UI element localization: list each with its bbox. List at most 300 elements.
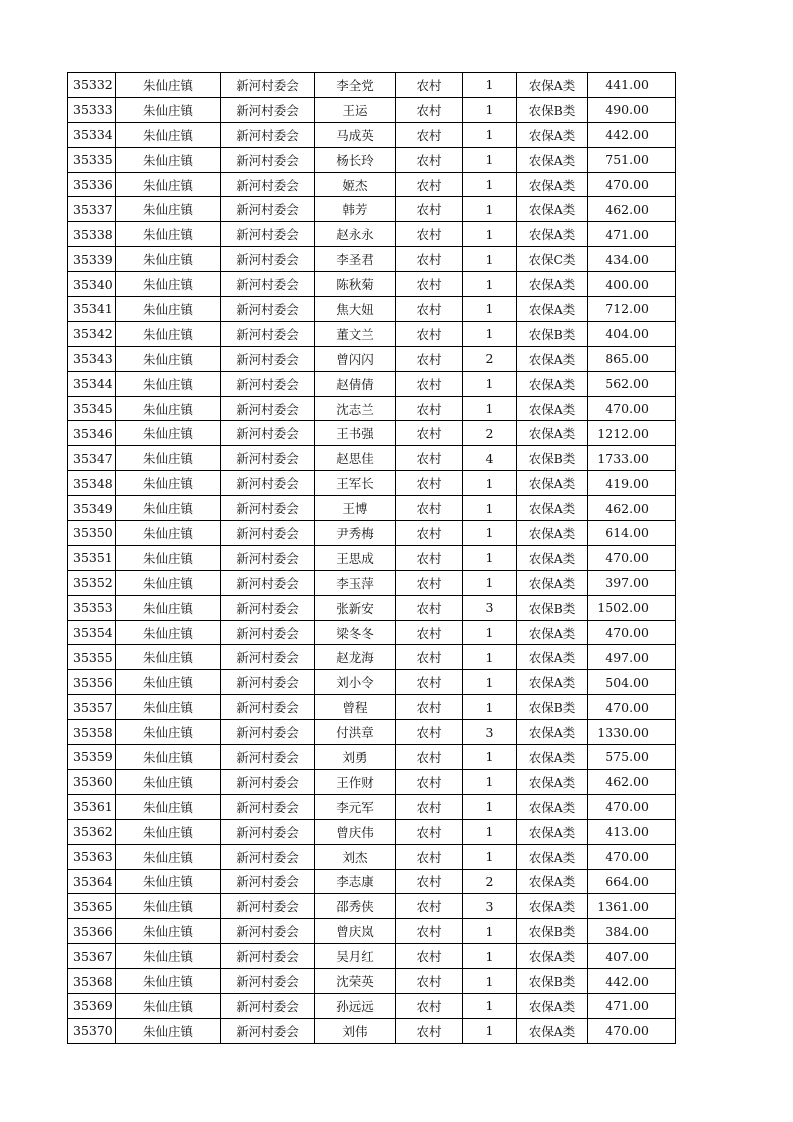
household-type-cell: 农村 <box>396 794 463 819</box>
record-id-cell: 35360 <box>68 769 116 794</box>
table-row <box>68 97 676 122</box>
person-name-cell: 焦大妞 <box>315 297 396 322</box>
household-type-cell: 农村 <box>396 521 463 546</box>
member-count-cell: 1 <box>463 172 517 197</box>
village-committee-cell: 新河村委会 <box>221 620 315 645</box>
person-name-cell: 王作财 <box>315 769 396 794</box>
village-committee-cell: 新河村委会 <box>221 869 315 894</box>
amount-cell: 404.00 <box>588 321 676 346</box>
village-committee-cell: 新河村委会 <box>221 471 315 496</box>
insurance-category-cell: 农保A类 <box>517 570 588 595</box>
table-row <box>68 595 676 620</box>
table-row <box>68 819 676 844</box>
insurance-category-cell: 农保A类 <box>517 794 588 819</box>
person-name-cell: 张新安 <box>315 595 396 620</box>
record-id-cell: 35368 <box>68 969 116 994</box>
insurance-category-cell: 农保B类 <box>517 321 588 346</box>
record-id-cell: 35365 <box>68 894 116 919</box>
township-cell: 朱仙庄镇 <box>116 819 221 844</box>
household-type-cell: 农村 <box>396 272 463 297</box>
person-name-cell: 马成英 <box>315 122 396 147</box>
household-type-cell: 农村 <box>396 1018 463 1043</box>
village-committee-cell: 新河村委会 <box>221 720 315 745</box>
person-name-cell: 刘杰 <box>315 844 396 869</box>
insurance-category-cell: 农保B类 <box>517 595 588 620</box>
township-cell: 朱仙庄镇 <box>116 172 221 197</box>
person-name-cell: 王博 <box>315 496 396 521</box>
person-name-cell: 刘伟 <box>315 1018 396 1043</box>
amount-cell: 1502.00 <box>588 595 676 620</box>
household-type-cell: 农村 <box>396 297 463 322</box>
member-count-cell: 1 <box>463 570 517 595</box>
township-cell: 朱仙庄镇 <box>116 247 221 272</box>
insurance-category-cell: 农保A类 <box>517 421 588 446</box>
record-id-cell: 35358 <box>68 720 116 745</box>
member-count-cell: 1 <box>463 1018 517 1043</box>
person-name-cell: 赵思佳 <box>315 446 396 471</box>
township-cell: 朱仙庄镇 <box>116 122 221 147</box>
amount-cell: 497.00 <box>588 645 676 670</box>
record-id-cell: 35367 <box>68 944 116 969</box>
household-type-cell: 农村 <box>396 894 463 919</box>
member-count-cell: 1 <box>463 371 517 396</box>
person-name-cell: 李圣君 <box>315 247 396 272</box>
village-committee-cell: 新河村委会 <box>221 172 315 197</box>
record-id-cell: 35363 <box>68 844 116 869</box>
table-row <box>68 993 676 1018</box>
table-row <box>68 421 676 446</box>
amount-cell: 471.00 <box>588 222 676 247</box>
record-id-cell: 35366 <box>68 919 116 944</box>
amount-cell: 470.00 <box>588 695 676 720</box>
record-id-cell: 35352 <box>68 570 116 595</box>
village-committee-cell: 新河村委会 <box>221 496 315 521</box>
insurance-category-cell: 农保A类 <box>517 819 588 844</box>
township-cell: 朱仙庄镇 <box>116 446 221 471</box>
township-cell: 朱仙庄镇 <box>116 346 221 371</box>
insurance-category-cell: 农保A类 <box>517 944 588 969</box>
member-count-cell: 1 <box>463 521 517 546</box>
household-type-cell: 农村 <box>396 745 463 770</box>
person-name-cell: 赵永永 <box>315 222 396 247</box>
member-count-cell: 1 <box>463 272 517 297</box>
amount-cell: 470.00 <box>588 844 676 869</box>
member-count-cell: 1 <box>463 670 517 695</box>
township-cell: 朱仙庄镇 <box>116 496 221 521</box>
village-committee-cell: 新河村委会 <box>221 371 315 396</box>
record-id-cell: 35350 <box>68 521 116 546</box>
village-committee-cell: 新河村委会 <box>221 545 315 570</box>
member-count-cell: 1 <box>463 769 517 794</box>
township-cell: 朱仙庄镇 <box>116 222 221 247</box>
township-cell: 朱仙庄镇 <box>116 545 221 570</box>
person-name-cell: 李志康 <box>315 869 396 894</box>
township-cell: 朱仙庄镇 <box>116 73 221 98</box>
table-row <box>68 620 676 645</box>
insurance-category-cell: 农保A类 <box>517 272 588 297</box>
insurance-category-cell: 农保A类 <box>517 769 588 794</box>
table-row <box>68 794 676 819</box>
member-count-cell: 1 <box>463 944 517 969</box>
record-id-cell: 35340 <box>68 272 116 297</box>
person-name-cell: 曾庆伟 <box>315 819 396 844</box>
township-cell: 朱仙庄镇 <box>116 869 221 894</box>
member-count-cell: 3 <box>463 720 517 745</box>
person-name-cell: 王思成 <box>315 545 396 570</box>
person-name-cell: 曾庆岚 <box>315 919 396 944</box>
table-row <box>68 670 676 695</box>
insurance-category-cell: 农保A类 <box>517 645 588 670</box>
household-type-cell: 农村 <box>396 222 463 247</box>
person-name-cell: 杨长玲 <box>315 147 396 172</box>
township-cell: 朱仙庄镇 <box>116 272 221 297</box>
table-row <box>68 297 676 322</box>
township-cell: 朱仙庄镇 <box>116 321 221 346</box>
amount-cell: 407.00 <box>588 944 676 969</box>
record-id-cell: 35364 <box>68 869 116 894</box>
insurance-category-cell: 农保A类 <box>517 122 588 147</box>
household-type-cell: 农村 <box>396 670 463 695</box>
village-committee-cell: 新河村委会 <box>221 446 315 471</box>
member-count-cell: 1 <box>463 471 517 496</box>
member-count-cell: 2 <box>463 869 517 894</box>
village-committee-cell: 新河村委会 <box>221 272 315 297</box>
record-id-cell: 35337 <box>68 197 116 222</box>
person-name-cell: 吴月红 <box>315 944 396 969</box>
table-row <box>68 745 676 770</box>
record-id-cell: 35357 <box>68 695 116 720</box>
person-name-cell: 孙远远 <box>315 993 396 1018</box>
village-committee-cell: 新河村委会 <box>221 346 315 371</box>
amount-cell: 504.00 <box>588 670 676 695</box>
amount-cell: 397.00 <box>588 570 676 595</box>
table-row <box>68 521 676 546</box>
amount-cell: 562.00 <box>588 371 676 396</box>
village-committee-cell: 新河村委会 <box>221 670 315 695</box>
member-count-cell: 1 <box>463 794 517 819</box>
household-type-cell: 农村 <box>396 396 463 421</box>
amount-cell: 462.00 <box>588 769 676 794</box>
household-type-cell: 农村 <box>396 496 463 521</box>
member-count-cell: 1 <box>463 969 517 994</box>
insurance-category-cell: 农保A类 <box>517 297 588 322</box>
member-count-cell: 1 <box>463 496 517 521</box>
amount-cell: 442.00 <box>588 969 676 994</box>
person-name-cell: 尹秀梅 <box>315 521 396 546</box>
household-type-cell: 农村 <box>396 147 463 172</box>
amount-cell: 471.00 <box>588 993 676 1018</box>
township-cell: 朱仙庄镇 <box>116 147 221 172</box>
record-id-cell: 35351 <box>68 545 116 570</box>
township-cell: 朱仙庄镇 <box>116 297 221 322</box>
record-id-cell: 35348 <box>68 471 116 496</box>
amount-cell: 1361.00 <box>588 894 676 919</box>
village-committee-cell: 新河村委会 <box>221 570 315 595</box>
household-type-cell: 农村 <box>396 720 463 745</box>
member-count-cell: 1 <box>463 396 517 421</box>
village-committee-cell: 新河村委会 <box>221 993 315 1018</box>
table-row <box>68 919 676 944</box>
member-count-cell: 2 <box>463 346 517 371</box>
township-cell: 朱仙庄镇 <box>116 969 221 994</box>
member-count-cell: 1 <box>463 222 517 247</box>
insurance-category-cell: 农保B类 <box>517 446 588 471</box>
insurance-category-cell: 农保A类 <box>517 471 588 496</box>
village-committee-cell: 新河村委会 <box>221 969 315 994</box>
table-row <box>68 645 676 670</box>
amount-cell: 470.00 <box>588 396 676 421</box>
member-count-cell: 1 <box>463 844 517 869</box>
record-id-cell: 35339 <box>68 247 116 272</box>
village-committee-cell: 新河村委会 <box>221 321 315 346</box>
record-id-cell: 35369 <box>68 993 116 1018</box>
village-committee-cell: 新河村委会 <box>221 794 315 819</box>
person-name-cell: 姬杰 <box>315 172 396 197</box>
member-count-cell: 1 <box>463 645 517 670</box>
township-cell: 朱仙庄镇 <box>116 471 221 496</box>
village-committee-cell: 新河村委会 <box>221 745 315 770</box>
township-cell: 朱仙庄镇 <box>116 371 221 396</box>
insurance-category-cell: 农保A类 <box>517 346 588 371</box>
insurance-category-cell: 农保A类 <box>517 545 588 570</box>
table-row <box>68 545 676 570</box>
amount-cell: 664.00 <box>588 869 676 894</box>
table-row <box>68 695 676 720</box>
person-name-cell: 曾闪闪 <box>315 346 396 371</box>
record-id-cell: 35345 <box>68 396 116 421</box>
member-count-cell: 1 <box>463 620 517 645</box>
amount-cell: 470.00 <box>588 1018 676 1043</box>
township-cell: 朱仙庄镇 <box>116 919 221 944</box>
member-count-cell: 1 <box>463 695 517 720</box>
record-id-cell: 35338 <box>68 222 116 247</box>
insurance-category-cell: 农保A类 <box>517 73 588 98</box>
insurance-category-cell: 农保A类 <box>517 670 588 695</box>
village-committee-cell: 新河村委会 <box>221 396 315 421</box>
village-committee-cell: 新河村委会 <box>221 944 315 969</box>
person-name-cell: 李玉萍 <box>315 570 396 595</box>
township-cell: 朱仙庄镇 <box>116 197 221 222</box>
member-count-cell: 1 <box>463 819 517 844</box>
record-id-cell: 35359 <box>68 745 116 770</box>
amount-cell: 1212.00 <box>588 421 676 446</box>
person-name-cell: 赵龙海 <box>315 645 396 670</box>
table-row <box>68 73 676 98</box>
amount-cell: 384.00 <box>588 919 676 944</box>
person-name-cell: 沈志兰 <box>315 396 396 421</box>
person-name-cell: 李元军 <box>315 794 396 819</box>
member-count-cell: 1 <box>463 73 517 98</box>
person-name-cell: 曾程 <box>315 695 396 720</box>
amount-cell: 751.00 <box>588 147 676 172</box>
insurance-category-cell: 农保A类 <box>517 993 588 1018</box>
member-count-cell: 1 <box>463 197 517 222</box>
table-row <box>68 471 676 496</box>
assistance-table <box>67 72 676 1044</box>
household-type-cell: 农村 <box>396 122 463 147</box>
insurance-category-cell: 农保A类 <box>517 172 588 197</box>
member-count-cell: 1 <box>463 122 517 147</box>
member-count-cell: 1 <box>463 321 517 346</box>
record-id-cell: 35336 <box>68 172 116 197</box>
person-name-cell: 陈秋菊 <box>315 272 396 297</box>
village-committee-cell: 新河村委会 <box>221 844 315 869</box>
household-type-cell: 农村 <box>396 869 463 894</box>
table-row <box>68 222 676 247</box>
person-name-cell: 李全党 <box>315 73 396 98</box>
member-count-cell: 2 <box>463 421 517 446</box>
table-row <box>68 720 676 745</box>
village-committee-cell: 新河村委会 <box>221 894 315 919</box>
table-row <box>68 969 676 994</box>
township-cell: 朱仙庄镇 <box>116 944 221 969</box>
table-row <box>68 894 676 919</box>
village-committee-cell: 新河村委会 <box>221 247 315 272</box>
village-committee-cell: 新河村委会 <box>221 97 315 122</box>
person-name-cell: 刘小令 <box>315 670 396 695</box>
member-count-cell: 1 <box>463 745 517 770</box>
table-row <box>68 446 676 471</box>
household-type-cell: 农村 <box>396 570 463 595</box>
table-row <box>68 172 676 197</box>
household-type-cell: 农村 <box>396 247 463 272</box>
person-name-cell: 赵倩倩 <box>315 371 396 396</box>
amount-cell: 1733.00 <box>588 446 676 471</box>
amount-cell: 400.00 <box>588 272 676 297</box>
person-name-cell: 刘勇 <box>315 745 396 770</box>
table-row <box>68 371 676 396</box>
insurance-category-cell: 农保A类 <box>517 496 588 521</box>
household-type-cell: 农村 <box>396 819 463 844</box>
person-name-cell: 王书强 <box>315 421 396 446</box>
table-row <box>68 147 676 172</box>
record-id-cell: 35344 <box>68 371 116 396</box>
person-name-cell: 沈荣英 <box>315 969 396 994</box>
insurance-category-cell: 农保B类 <box>517 919 588 944</box>
household-type-cell: 农村 <box>396 73 463 98</box>
insurance-category-cell: 农保A类 <box>517 1018 588 1043</box>
household-type-cell: 农村 <box>396 695 463 720</box>
township-cell: 朱仙庄镇 <box>116 645 221 670</box>
record-id-cell: 35343 <box>68 346 116 371</box>
person-name-cell: 王军长 <box>315 471 396 496</box>
amount-cell: 413.00 <box>588 819 676 844</box>
township-cell: 朱仙庄镇 <box>116 595 221 620</box>
amount-cell: 470.00 <box>588 794 676 819</box>
township-cell: 朱仙庄镇 <box>116 570 221 595</box>
amount-cell: 470.00 <box>588 545 676 570</box>
table-row <box>68 1018 676 1043</box>
village-committee-cell: 新河村委会 <box>221 1018 315 1043</box>
record-id-cell: 35370 <box>68 1018 116 1043</box>
person-name-cell: 梁冬冬 <box>315 620 396 645</box>
amount-cell: 490.00 <box>588 97 676 122</box>
household-type-cell: 农村 <box>396 595 463 620</box>
insurance-category-cell: 农保A类 <box>517 371 588 396</box>
village-committee-cell: 新河村委会 <box>221 421 315 446</box>
household-type-cell: 农村 <box>396 346 463 371</box>
insurance-category-cell: 农保A类 <box>517 521 588 546</box>
record-id-cell: 35361 <box>68 794 116 819</box>
record-id-cell: 35342 <box>68 321 116 346</box>
amount-cell: 419.00 <box>588 471 676 496</box>
record-id-cell: 35353 <box>68 595 116 620</box>
insurance-category-cell: 农保C类 <box>517 247 588 272</box>
member-count-cell: 3 <box>463 894 517 919</box>
member-count-cell: 1 <box>463 993 517 1018</box>
table-row <box>68 496 676 521</box>
household-type-cell: 农村 <box>396 844 463 869</box>
insurance-category-cell: 农保A类 <box>517 197 588 222</box>
amount-cell: 614.00 <box>588 521 676 546</box>
township-cell: 朱仙庄镇 <box>116 421 221 446</box>
amount-cell: 470.00 <box>588 620 676 645</box>
table-row <box>68 122 676 147</box>
person-name-cell: 邵秀侠 <box>315 894 396 919</box>
household-type-cell: 农村 <box>396 769 463 794</box>
record-id-cell: 35335 <box>68 147 116 172</box>
amount-cell: 442.00 <box>588 122 676 147</box>
insurance-category-cell: 农保A类 <box>517 869 588 894</box>
household-type-cell: 农村 <box>396 471 463 496</box>
township-cell: 朱仙庄镇 <box>116 993 221 1018</box>
person-name-cell: 王运 <box>315 97 396 122</box>
member-count-cell: 1 <box>463 545 517 570</box>
household-type-cell: 农村 <box>396 944 463 969</box>
household-type-cell: 农村 <box>396 545 463 570</box>
amount-cell: 441.00 <box>588 73 676 98</box>
insurance-category-cell: 农保A类 <box>517 222 588 247</box>
amount-cell: 462.00 <box>588 496 676 521</box>
record-id-cell: 35346 <box>68 421 116 446</box>
record-id-cell: 35349 <box>68 496 116 521</box>
village-committee-cell: 新河村委会 <box>221 197 315 222</box>
household-type-cell: 农村 <box>396 321 463 346</box>
household-type-cell: 农村 <box>396 969 463 994</box>
table-row <box>68 272 676 297</box>
table-row <box>68 570 676 595</box>
amount-cell: 470.00 <box>588 172 676 197</box>
insurance-category-cell: 农保A类 <box>517 745 588 770</box>
amount-cell: 434.00 <box>588 247 676 272</box>
insurance-category-cell: 农保A类 <box>517 720 588 745</box>
township-cell: 朱仙庄镇 <box>116 620 221 645</box>
amount-cell: 575.00 <box>588 745 676 770</box>
household-type-cell: 农村 <box>396 993 463 1018</box>
insurance-category-cell: 农保B类 <box>517 969 588 994</box>
village-committee-cell: 新河村委会 <box>221 645 315 670</box>
township-cell: 朱仙庄镇 <box>116 720 221 745</box>
member-count-cell: 1 <box>463 147 517 172</box>
village-committee-cell: 新河村委会 <box>221 521 315 546</box>
village-committee-cell: 新河村委会 <box>221 222 315 247</box>
village-committee-cell: 新河村委会 <box>221 297 315 322</box>
insurance-category-cell: 农保A类 <box>517 620 588 645</box>
member-count-cell: 1 <box>463 297 517 322</box>
record-id-cell: 35355 <box>68 645 116 670</box>
village-committee-cell: 新河村委会 <box>221 769 315 794</box>
table-body <box>68 73 676 1044</box>
person-name-cell: 付洪章 <box>315 720 396 745</box>
village-committee-cell: 新河村委会 <box>221 919 315 944</box>
insurance-category-cell: 农保A类 <box>517 396 588 421</box>
township-cell: 朱仙庄镇 <box>116 769 221 794</box>
insurance-category-cell: 农保A类 <box>517 844 588 869</box>
record-id-cell: 35362 <box>68 819 116 844</box>
household-type-cell: 农村 <box>396 97 463 122</box>
table-row <box>68 346 676 371</box>
member-count-cell: 1 <box>463 247 517 272</box>
